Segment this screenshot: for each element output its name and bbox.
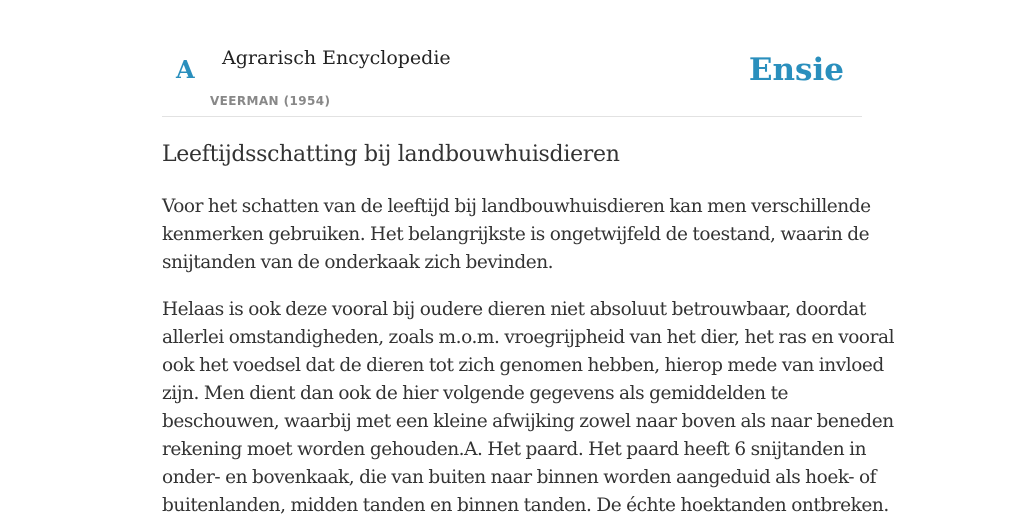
source-logo-icon[interactable]: A <box>176 55 195 84</box>
article-title: Leeftijdsschatting bij landbouwhuisdieren <box>162 142 620 167</box>
text-line: Voor het schatten van de leeftijd bij landbouwhuisdieren kan men verschillende <box>162 196 871 217</box>
text-line: buitenlanden, midden tanden en binnen tanden. De échte hoektanden ontbreken. <box>162 495 889 516</box>
source-title[interactable]: Agrarisch Encyclopedie <box>222 47 451 69</box>
source-subtitle: VEERMAN (1954) <box>210 94 331 108</box>
text-line: kenmerken gebruiken. Het belangrijkste is ongetwijfeld de toestand, waarin de <box>162 224 870 245</box>
text-line: Helaas is ook deze vooral bij oudere dieren niet absoluut betrouwbaar, doordat <box>162 299 866 320</box>
text-line: beschouwen, waarbij met een kleine afwijking zowel naar boven als naar beneden <box>162 411 894 432</box>
article-paragraph <box>162 296 895 520</box>
text-line: rekening moet worden gehouden.A. Het paard. Het paard heeft 6 snijtanden in <box>162 439 867 460</box>
text-line: ook het voedsel dat de dieren tot zich genomen hebben, hierop mede van invloed <box>162 355 884 376</box>
article <box>162 138 895 520</box>
article-paragraph <box>162 193 871 277</box>
brand-logo[interactable]: Ensie <box>748 52 844 88</box>
text-line: allerlei omstandigheden, zoals m.o.m. vroegrijpheid van het dier, het ras en vooral <box>162 327 895 348</box>
text-line: onder- en bovenkaak, die van buiten naar binnen worden aangeduid als hoek- of <box>162 467 877 488</box>
text-line: snijtanden van de onderkaak zich bevinden. <box>162 252 554 273</box>
page-header <box>162 0 862 117</box>
text-line: zijn. Men dient dan ook de hier volgende gegevens als gemiddelden te <box>162 383 789 404</box>
